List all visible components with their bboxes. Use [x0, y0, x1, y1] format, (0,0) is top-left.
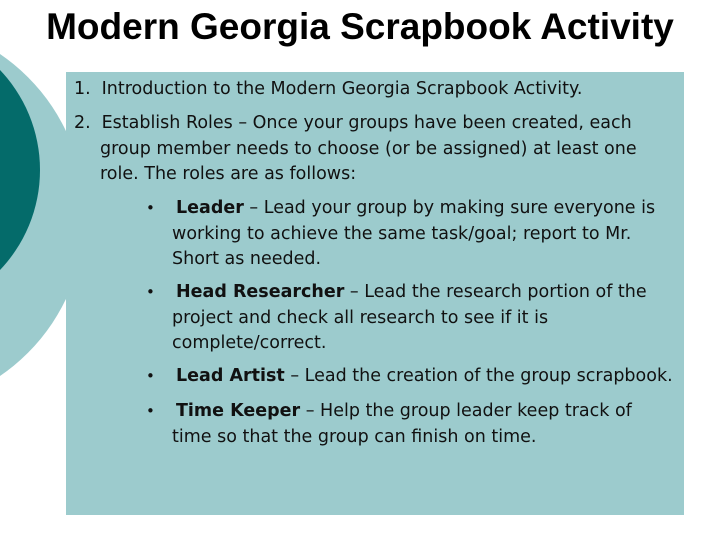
- role-name: Lead Artist: [176, 366, 285, 386]
- role-name: Leader: [176, 198, 244, 218]
- role-description: Lead the creation of the group scrapbook.: [304, 366, 673, 386]
- list-item-2: [74, 111, 637, 188]
- item-number: 1.: [74, 79, 91, 99]
- role-name: Head Researcher: [176, 282, 345, 302]
- role-item-leader: [146, 196, 682, 273]
- role-description: Lead the research portion of the: [364, 282, 647, 302]
- role-description: Help the group leader keep track of: [320, 401, 632, 421]
- role-description-continued: time so that the group can finish on time.: [172, 426, 537, 447]
- bullet-dot: •: [146, 199, 155, 217]
- item-text: Introduction to the Modern Georgia Scrapbook Activity.: [101, 79, 583, 99]
- item-text-continued: role. The roles are as follows:: [100, 164, 357, 185]
- role-separator: –: [300, 401, 321, 421]
- role-item-time-keeper: [146, 399, 682, 450]
- list-item-1: [74, 77, 582, 103]
- bullet-dot: •: [146, 402, 155, 420]
- item-text-continued: group member needs to choose (or be assigned) at least one: [100, 138, 637, 159]
- role-separator: –: [344, 282, 365, 302]
- role-separator: –: [243, 198, 264, 218]
- role-description-continued: Short as needed.: [172, 249, 322, 270]
- role-description-continued: project and check all research to see if it is: [172, 307, 549, 328]
- role-description-continued: working to achieve the same task/goal; report to Mr.: [172, 223, 632, 244]
- role-item-lead-artist: [146, 364, 682, 390]
- role-description: Lead your group by making sure everyone is: [263, 198, 656, 218]
- role-separator: –: [284, 366, 305, 386]
- bullet-dot: •: [146, 367, 155, 385]
- role-item-head-researcher: [146, 280, 682, 357]
- item-number: 2.: [74, 113, 91, 133]
- role-description-continued: complete/correct.: [172, 333, 327, 354]
- item-text: Establish Roles – Once your groups have been created, each: [101, 113, 632, 133]
- slide-title: Modern Georgia Scrapbook Activity: [46, 6, 674, 47]
- bullet-dot: •: [146, 283, 155, 301]
- role-name: Time Keeper: [176, 401, 301, 421]
